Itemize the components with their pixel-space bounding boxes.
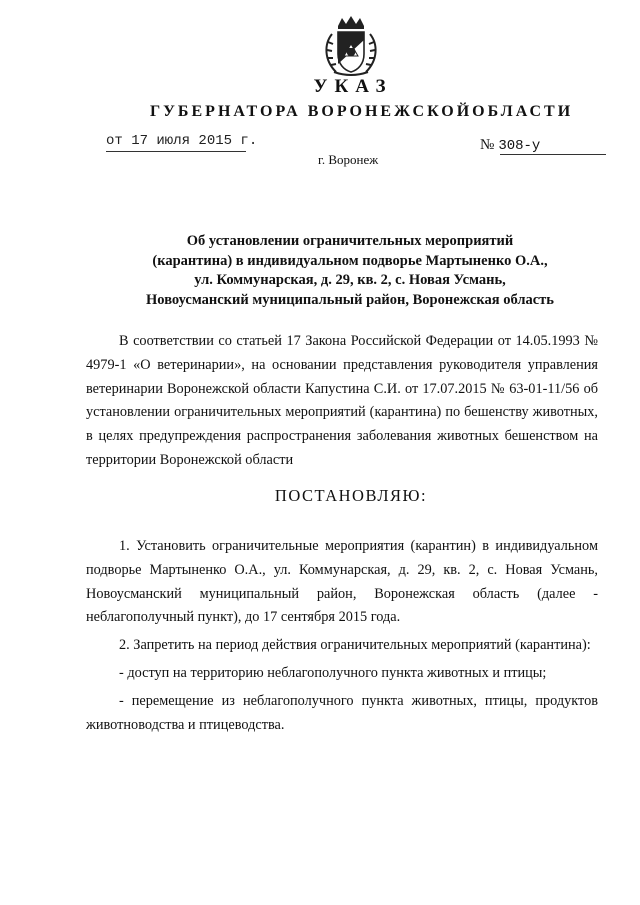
heading-line: ул. Коммунарская, д. 29, кв. 2, с. Новая Усмань, [194,272,506,288]
document-type-title: УКАЗ [313,76,393,97]
city-name: г. Воронеж [318,152,379,167]
number-value: 308-у [498,138,541,154]
preamble-section [86,330,598,473]
issuer-title: ГУБЕРНАТОРА ВОРОНЕЖСКОЙОБЛАСТИ [150,103,574,120]
preamble-paragraph: В соответствии со статьей 17 Закона Российской Федерации от 14.05.1993 № 4979-1 «О ветеринарии», на основании представления руководителя управления ветеринарии Воронежской области Капустина С.И. от 17.07.2015 № 63-01-11/56 об установлении ограничительных мероприятий (карантина) по бешенству животных, в целях предупреждения распространения заболевания животных бешенством на территории Воронежской области [86,333,598,468]
decree-word: ПОСТАНОВЛЯЮ: [274,486,428,505]
number-underline [500,154,606,155]
document-date: от 17 июля 2015 г. [106,133,258,149]
number-sign: № [480,137,495,153]
heading-line: (карантина) в индивидуальном подворье Мартыненко О.А., [152,252,548,269]
date-underline [106,151,246,152]
heading-line: Новоусманский муниципальный район, Воронежская область [146,291,554,308]
document-number [480,137,540,154]
item-2-bullet: - доступ на территорию неблагополучного пункта животных и птицы; [119,664,547,681]
heading-line: Об установлении ограничительных мероприятий [186,233,514,249]
item-2-paragraph: 2. Запретить на период действия ограничительных мероприятий (карантина): [119,637,591,654]
item-2-bullet: - перемещение из неблагополучного пункта животных, птицы, продуктов животноводства и птицеводства. [86,692,598,733]
decree-items [86,535,598,737]
document-heading [60,232,640,310]
coat-of-arms-icon [318,14,384,80]
item-1-paragraph: 1. Установить ограничительные мероприятия (карантин) в индивидуальном подворье Мартыненко О.А., ул. Коммунарская, д. 29, кв. 2, с. Новая Усмань, Новоусманский муниципальный район, Воронежская область (далее - неблагополучный пункт), до 17 сентября 2015 года. [86,538,598,626]
